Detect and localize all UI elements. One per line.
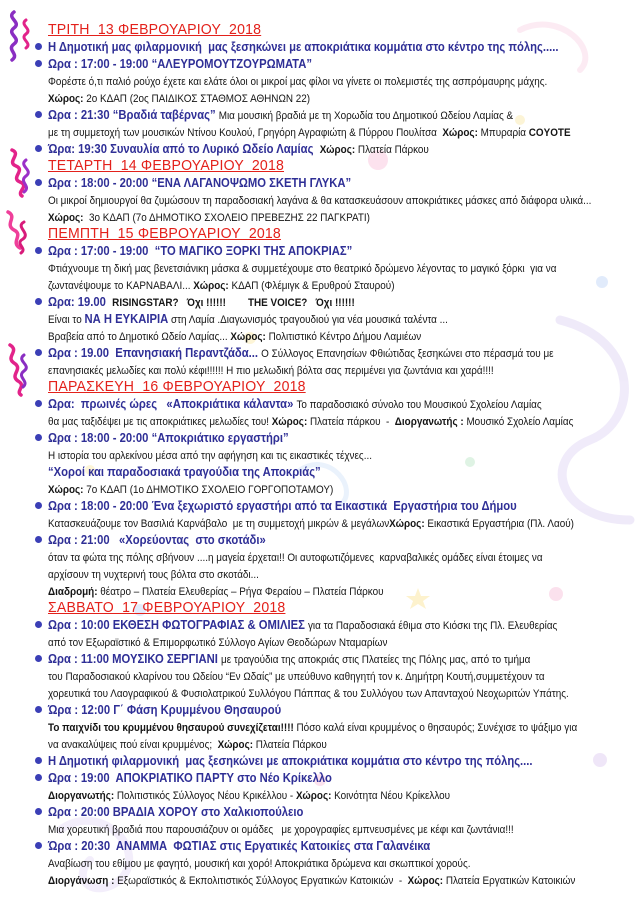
event-line — [34, 293, 634, 310]
line-text — [48, 38, 558, 56]
bullet-icon — [35, 111, 42, 118]
event-line — [34, 531, 634, 548]
event-continuation-line — [34, 514, 634, 531]
event-highlight: Ωρα: 19.00 — [48, 295, 113, 309]
event-label: Χώρος: — [230, 331, 266, 343]
event-line — [34, 803, 634, 820]
event-text: Εξωραϊστικός & Εκπολιτιστικός Σύλλογος Εργατικών Κατοικιών - — [114, 875, 408, 887]
line-text — [48, 531, 266, 549]
event-label: Χώρος: — [48, 212, 84, 224]
event-text: Μπυραρία — [477, 127, 529, 139]
bullet-icon — [35, 298, 42, 305]
bullet-icon — [35, 179, 42, 186]
event-continuation-line — [34, 786, 634, 803]
event-continuation-line — [34, 72, 634, 89]
line-text — [48, 837, 430, 855]
event-highlight: Ωρα : 17:00 - 19:00 “ΤΟ ΜΑΓΙΚΟ ΞΟΡΚΙ ΤΗΣ ΑΠΟΚΡΙΑΣ” — [48, 244, 353, 258]
event-label: Διοργάνωση : — [48, 875, 115, 887]
day-section — [34, 157, 634, 225]
bullet-icon — [35, 706, 42, 713]
event-highlight: Ωρα: πρωινές ώρες «Αποκριάτικα κάλαντα» — [48, 397, 297, 411]
event-line — [34, 650, 634, 667]
day-section — [34, 225, 634, 378]
event-continuation-line — [34, 123, 634, 140]
event-text: Ο Σύλλογος Επανησίων Φθιώτιδας ξεσηκώνει στο πέρασμά του με — [261, 348, 554, 360]
day-section — [34, 21, 634, 157]
event-label: Διοργανωτής : — [394, 416, 464, 428]
event-highlight: Η Δημοτική μας φιλαρμονική μας ξεσηκώνει με αποκριάτικα κομμάτια στο κέντρο της πόλης..... — [48, 40, 559, 54]
bullet-icon — [35, 247, 42, 254]
streamer-decoration — [8, 12, 28, 395]
event-text: επανησιακές μελωδίες και πολύ κέφι!!!!!! Η πιο μελωδική βόλτα σας περιμένει για ζωντάνια και χαρά!!!! — [48, 365, 494, 377]
event-text: Μουσικό Σχολείο Λαμίας — [463, 416, 574, 428]
event-line — [34, 55, 634, 72]
event-text: θα μας ταξιδέψει με τις αποκριάτικες μελωδίες του! — [48, 416, 272, 428]
event-continuation-line — [34, 191, 634, 208]
event-label: Χώρος: — [48, 484, 84, 496]
day-heading — [34, 21, 634, 38]
day-heading-text: ΠΑΡΑΣΚΕΥΗ 16 ΦΕΒΡΟΥΑΡΙΟΥ 2018 — [48, 378, 306, 395]
event-label: Χώρος: — [407, 875, 444, 887]
event-line — [34, 769, 634, 786]
day-section — [34, 378, 634, 599]
event-text: Πόσο καλά είναι κρυμμένος ο θησαυρός; Συνέχισε το ψάξιμο για — [293, 722, 578, 734]
event-label: Το παιχνίδι του κρυμμένου θησαυρού συνεχίζεται!!!! — [48, 722, 294, 734]
event-label: Χώρος: — [389, 518, 425, 530]
event-label: Χώρος: — [442, 127, 478, 139]
event-text: Εικαστικά Εργαστήρια (Πλ. Λαού) — [424, 518, 574, 530]
event-label: Διοργανωτής: — [48, 790, 115, 802]
bullet-icon — [35, 655, 42, 662]
day-heading-text: ΣΑΒΒΑΤΟ 17 ΦΕΒΡΟΥΑΡΙΟΥ 2018 — [48, 599, 286, 616]
event-highlight: Ωρα : 19:00 ΑΠΟΚΡΙΑΤΙΚΟ ΠΑΡΤΥ στο Νέο Κρίκελλο — [48, 771, 332, 785]
event-highlight: Ωρα : 11:00 ΜΟΥΣΙΚΟ ΣΕΡΓΙΑΝΙ — [48, 652, 221, 666]
event-continuation-line — [34, 871, 634, 888]
event-label: RISINGSTAR? Όχι !!!!!! THE VOICE? Όχι !!!!!! — [112, 297, 355, 309]
event-continuation-line — [34, 718, 634, 735]
event-line — [34, 701, 634, 718]
event-highlight: Ωρα : 18:00 - 20:00 “Αποκριάτικο εργαστήρι” — [48, 431, 289, 445]
event-highlight: Ωρα : 21:30 “Βραδιά ταβέρνας” — [48, 108, 219, 122]
event-text: ΚΔΑΠ (Φλέμιγκ & Ερυθρού Σταυρού) — [228, 280, 395, 292]
day-heading-text: ΤΕΤΑΡΤΗ 14 ΦΕΒΡΟΥΑΡΙΟΥ 2018 — [48, 157, 285, 174]
event-text: Πλατεία Πάρκου — [355, 144, 429, 156]
event-continuation-line — [34, 412, 634, 429]
event-text: ζωντανέψουμε το ΚΑΡΝΑΒΑΛΙ... — [48, 280, 194, 292]
bullet-icon — [35, 349, 42, 356]
event-highlight: Ωρα : 19.00 Επανησιακή Περαντζάδα... — [48, 346, 262, 360]
bullet-icon — [35, 43, 42, 50]
event-text: Πολιτιστικό Κέντρο Δήμου Λαμιέων — [265, 331, 422, 343]
event-text: Βραβεία από το Δημοτικό Ωδείο Λαμίας... — [48, 331, 231, 343]
event-highlight: Ωρα : 10:00 ΕΚΘΕΣΗ ΦΩΤΟΓΡΑΦΙΑΣ & ΟΜΙΛΙΕΣ — [48, 618, 308, 632]
event-text: Μια χορευτική βραδιά που παρουσιάζουν οι ομάδες με χορογραφίες εμπνευσμένες με κέφι και ζωντάνια!!! — [48, 824, 514, 836]
bullet-icon — [35, 774, 42, 781]
event-text: από τον Εξωραϊστικό & Επιμορφωτικό Σύλλογο Αγίων Θεοδώρων Νταμαρίων — [48, 637, 388, 649]
event-label: COYOTE — [528, 127, 571, 139]
event-line — [34, 106, 634, 123]
event-text: 2ο ΚΔΑΠ (2ος ΠΑΙΔΙΚΟΣ ΣΤΑΘΜΟΣ ΑΘΗΝΩΝ 22) — [83, 93, 311, 105]
bullet-icon — [35, 60, 42, 67]
event-line — [34, 837, 634, 854]
line-text — [48, 769, 332, 787]
line-text — [48, 871, 575, 890]
bullet-icon — [35, 808, 42, 815]
event-text: όταν τα φώτα της πόλης σβήνουν ....η μαγεία έρχεται!! Οι αυτοφωτιζόμενες καρναβαλικές ομάδες είναι έτοιμες να — [48, 552, 543, 564]
event-continuation-line — [34, 327, 634, 344]
event-line — [34, 344, 634, 361]
day-heading — [34, 225, 634, 242]
event-continuation-line — [34, 548, 634, 565]
event-continuation-line — [34, 276, 634, 293]
bullet-icon — [35, 400, 42, 407]
event-text: Το παραδοσιακό σύνολο του Μουσικού Σχολείου Λαμίας — [296, 399, 542, 411]
event-label: Χώρος: — [193, 280, 229, 292]
day-section — [34, 599, 634, 888]
event-text: Πλατεία πάρκου - — [307, 416, 395, 428]
event-text: Φτιάχνουμε τη δική μας βενετσιάνικη μάσκα & συμμετέχουμε στο θεατρικό δρώμενο λέγοντας το μαγικό ξόρκι για να — [48, 263, 557, 275]
event-highlight: Ωρα : 18:00 - 20:00 “ΕΝΑ ΛΑΓΑΝΟΨΩΜΟ ΣΚΕΤΗ ΓΛΥΚΑ” — [48, 176, 352, 190]
event-text: Αναβίωση του εθίμου με φαγητό, μουσική και χορό! Αποκριάτικα δρώμενα και σκωπτικοί χορούς. — [48, 858, 471, 870]
event-text: Πολιτιστικός Σύλλογος Νέου Κρικέλλου - — [114, 790, 296, 802]
event-text: Φορέστε ό,τι παλιό ρούχο έχετε και ελάτε όλοι οι μικροί μας φίλοι να γίνετε οι πολεμιστές της ασπρόμαυρης μάχης. — [48, 76, 548, 88]
event-text: Κατασκευάζουμε τον Βασιλιά Καρνάβαλο με τη συμμετοχή μικρών & μεγάλων — [48, 518, 390, 530]
event-text: Κοινότητα Νέου Κρίκελλου — [331, 790, 451, 802]
event-highlight: “Χοροί και παραδοσιακά τραγούδια της Αποκριάς” — [48, 465, 321, 479]
event-label: Χώρος: — [271, 416, 308, 428]
event-continuation-line — [34, 446, 634, 463]
event-text: για τα Παραδοσιακά έθιμα στο Κιόσκι της Πλ. Ελευθερίας — [307, 620, 558, 632]
line-text — [48, 55, 312, 73]
event-line — [34, 174, 634, 191]
bullet-icon — [35, 502, 42, 509]
line-text — [48, 752, 533, 770]
event-text: Είναι το — [48, 314, 85, 326]
event-line — [34, 395, 634, 412]
event-text: του Παραδοσιακού κλαρίνου του Ωδείου “Εν Ωδαίς” με υπεύθυνο καθηγητή τον κ. Δημήτρη Κουτή,συμμετέχουν τα — [48, 671, 545, 683]
event-label: Χώρος: — [319, 144, 356, 156]
event-continuation-line — [34, 259, 634, 276]
event-text: θέατρο – Πλατεία Ελευθερίας – Ρήγα Φεραίου – Πλατεία Πάρκου — [97, 586, 384, 598]
bullet-icon — [35, 145, 42, 152]
event-highlight: Ωρα : 20:00 ΒΡΑΔΙΑ ΧΟΡΟΥ στο Χαλκιοπούλειο — [48, 805, 304, 819]
day-heading — [34, 599, 634, 616]
event-continuation-line — [34, 361, 634, 378]
event-text: Πλατεία Πάρκου — [253, 739, 327, 751]
line-text — [48, 803, 303, 821]
event-continuation-line — [34, 89, 634, 106]
event-continuation-line — [34, 854, 634, 871]
event-label: Χώρος: — [48, 93, 84, 105]
event-text: αρχίσουν τη νυχτερινή τους βόλτα στο σκοτάδι... — [48, 569, 259, 581]
day-heading — [34, 157, 634, 174]
event-line — [34, 242, 634, 259]
day-heading-text: ΠΕΜΠΤΗ 15 ΦΕΒΡΟΥΑΡΙΟΥ 2018 — [48, 225, 281, 242]
line-text — [48, 463, 321, 481]
event-continuation-line — [34, 684, 634, 701]
event-highlight: Ώρα: 19:30 Συναυλία από το Λυρικό Ωδείο Λαμίας — [48, 142, 320, 156]
event-highlight: Ώρα : 20:30 ΑΝΑΜΜΑ ΦΩΤΙΑΣ στις Εργατικές Κατοικίες στα Γαλανέικα — [48, 839, 431, 853]
event-continuation-line — [34, 735, 634, 752]
event-line — [34, 429, 634, 446]
event-text: Μια μουσική βραδιά με τη Χορωδία του Δημοτικού Ωδείου Λαμίας & — [218, 110, 514, 122]
event-label: Διαδρομή: — [48, 586, 98, 598]
event-line — [34, 616, 634, 633]
bullet-icon — [35, 434, 42, 441]
bullet-icon — [35, 536, 42, 543]
carnival-event-program — [34, 21, 634, 888]
event-line — [34, 497, 634, 514]
event-continuation-line — [34, 208, 634, 225]
event-text: Η ιστορία του αρλεκίνου μέσα από την αφήγηση και τις εικαστικές τέχνες... — [48, 450, 372, 462]
event-continuation-line — [34, 565, 634, 582]
line-text — [48, 174, 351, 192]
event-continuation-line — [34, 463, 634, 480]
event-continuation-line — [34, 310, 634, 327]
line-text — [48, 497, 517, 515]
event-highlight: Ωρα : 21:00 «Χορεύοντας στο σκοτάδι» — [48, 533, 266, 547]
event-label: Χώρος: — [295, 790, 332, 802]
event-line — [34, 752, 634, 769]
line-text — [48, 701, 281, 719]
event-text: χορευτικά του Λαογραφικού & Φυσιολατρικού Συλλόγου Πάππας & του Συλλόγου των Απανταχού Νεοχωριτών Υπάτης. — [48, 688, 569, 700]
event-continuation-line — [34, 582, 634, 599]
event-highlight: Ώρα : 12:00 Γ΄ Φάση Κρυμμένου Θησαυρού — [48, 703, 282, 717]
bullet-icon — [35, 621, 42, 628]
event-continuation-line — [34, 667, 634, 684]
bullet-icon — [35, 842, 42, 849]
event-continuation-line — [34, 633, 634, 650]
event-text: 3ο ΚΔΑΠ (7ο ΔΗΜΟΤΙΚΟ ΣΧΟΛΕΙΟ ΠΡΕΒΕΖΗΣ 22 ΠΑΓΚΡΑΤΙ) — [83, 212, 370, 224]
event-line — [34, 38, 634, 55]
event-highlight: ΝΑ Η ΕΥΚΑΙΡΙΑ — [84, 312, 169, 326]
event-continuation-line — [34, 480, 634, 497]
event-continuation-line — [34, 820, 634, 837]
day-heading-text: ΤΡΙΤΗ 13 ΦΕΒΡΟΥΑΡΙΟΥ 2018 — [48, 21, 262, 38]
event-text: στη Λαμία .Διαγωνισμός τραγουδιού για νέα μουσικά ταλέντα ... — [168, 314, 448, 326]
event-label: Χώρος: — [217, 739, 254, 751]
event-text: 7ο ΚΔΑΠ (1ο ΔΗΜΟΤΙΚΟ ΣΧΟΛΕΙΟ ΓΟΡΓΟΠΟΤΑΜΟΥ) — [83, 484, 334, 496]
event-text: Οι μικροί δημιουργοί θα ζυμώσουν τη παραδοσιακή λαγάνα & θα κατασκευάσουν αποκριάτικες μάσκες από διάφορα υλικά... — [48, 195, 592, 207]
event-text: με τραγούδια της αποκριάς στις Πλατείες της Πόλης μας, από το τμήμα — [220, 654, 531, 666]
event-highlight: Ωρα : 17:00 - 19:00 “ΑΛΕΥΡΟΜΟΥΤΖΟΥΡΩΜΑΤΑ” — [48, 57, 312, 71]
event-highlight: Η Δημοτική φιλαρμονική μας ξεσηκώνει με αποκριάτικα κομμάτια στο κέντρο της πόλης.... — [48, 754, 533, 768]
event-highlight: Ωρα : 18:00 - 20:00 Ένα ξεχωριστό εργαστήρι από τα Εικαστικά Εργαστήρια του Δήμου — [48, 499, 517, 513]
day-heading — [34, 378, 634, 395]
event-line — [34, 140, 634, 157]
event-text: Πλατεία Εργατικών Κατοικιών — [443, 875, 576, 887]
event-text: να ανακαλύψεις πού είναι κρυμμένος; — [48, 739, 218, 751]
line-text — [48, 429, 289, 447]
line-text — [48, 242, 352, 260]
bullet-icon — [35, 757, 42, 764]
event-text: με τη συμμετοχή των μουσικών Ντίνου Κουλού, Γρηγόρη Αγραφιώτη & Πύρρου Πουλίτσα — [48, 127, 443, 139]
